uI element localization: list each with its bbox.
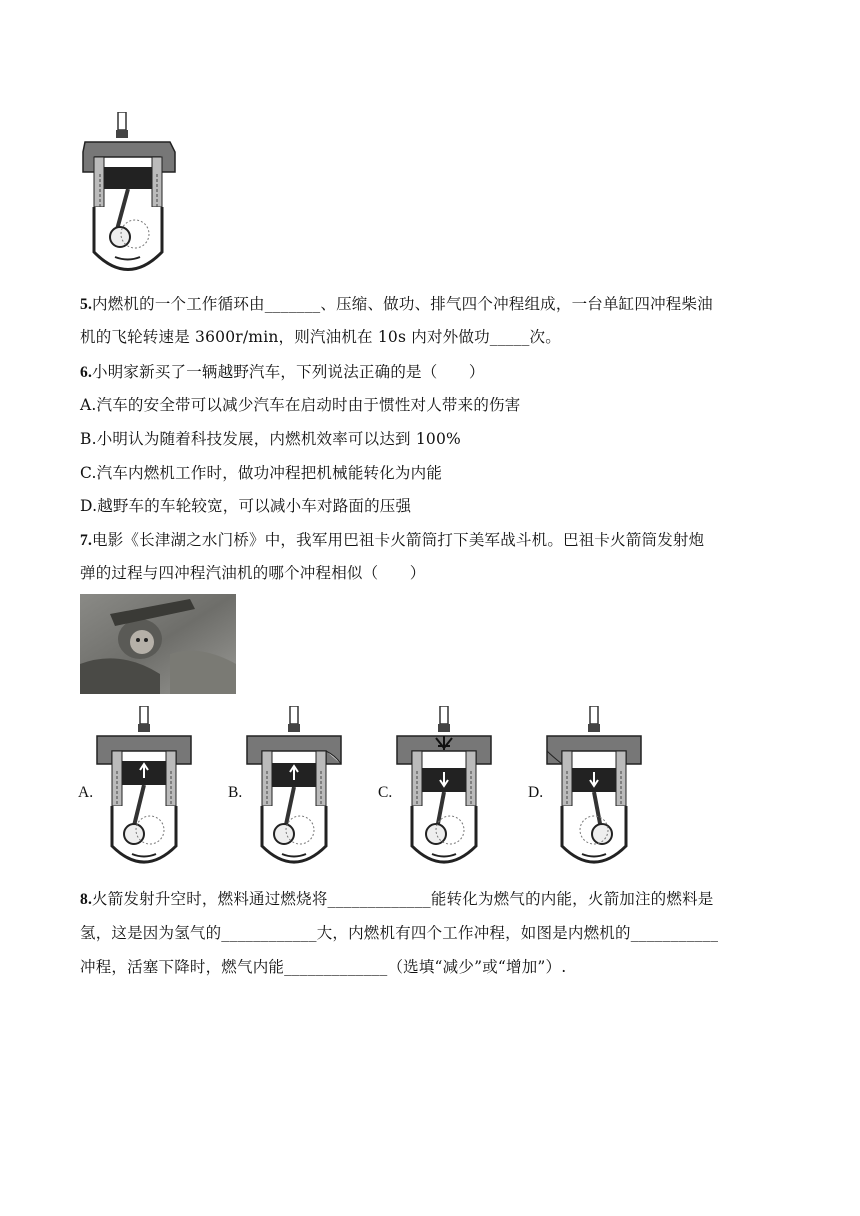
q5-number: 5.: [80, 296, 93, 313]
q8-line3: 冲程，活塞下降时，燃气内能_____________（选填“减少”或“增加”）.: [80, 958, 567, 976]
q7-option-b-label: B.: [228, 784, 243, 801]
engine-diagram-top: [80, 112, 180, 272]
four-stroke-engine-icon: [544, 706, 644, 871]
q5-text-1: 内燃机的一个工作循环由_______、压缩、做功、排气四个冲程组成，一台单缸四冲程柴油: [92, 295, 713, 313]
q8-number: 8.: [80, 891, 93, 908]
q7-number: 7.: [80, 532, 93, 549]
q7-line2: 弹的过程与四冲程汽油机的哪个冲程相似（ ）: [80, 564, 426, 582]
four-stroke-engine-icon: [94, 706, 194, 871]
q7-option-a-diagram: [94, 706, 194, 866]
q7-option-a-label: A.: [78, 784, 94, 801]
q6-option-c: C.汽车内燃机工作时，做功冲程把机械能转化为内能: [80, 464, 443, 482]
q6-option-d: D.越野车的车轮较宽，可以减小车对路面的压强: [80, 497, 412, 515]
q8-line2: 氢，这是因为氢气的____________大，内燃机有四个工作冲程，如图是内燃机的___________: [80, 924, 719, 942]
q6-stem: [80, 361, 485, 384]
q7-option-d-diagram: [544, 706, 644, 866]
q6-number: 6.: [80, 364, 93, 381]
q5-line2: 机的飞轮转速是 3600r/min，则汽油机在 10s 内对外做功_____次。: [80, 328, 561, 346]
q7-option-d-label: D.: [528, 784, 544, 801]
q8-line1: [80, 888, 713, 911]
q7-text-1: 电影《长津湖之水门桥》中，我军用巴祖卡火箭筒打下美军战斗机。巴祖卡火箭筒发射炮: [92, 531, 705, 549]
q7-option-c-diagram: [394, 706, 494, 866]
q6-stem-text: 小明家新买了一辆越野汽车，下列说法正确的是（ ）: [92, 363, 485, 381]
q7-option-b-diagram: [244, 706, 344, 866]
q6-option-a: A.汽车的安全带可以减少汽车在启动时由于惯性对人带来的伤害: [80, 396, 521, 414]
q5-line1: [80, 293, 713, 316]
q8-text-1: 火箭发射升空时，燃料通过燃烧将_____________能转化为燃气的内能，火箭加注的燃料是: [92, 890, 714, 908]
soldier-photo: [80, 594, 236, 694]
four-stroke-engine-icon: [80, 112, 180, 277]
four-stroke-engine-icon: [244, 706, 344, 871]
q7-option-c-label: C.: [378, 784, 393, 801]
q7-line1: [80, 529, 704, 552]
q6-option-b: B.小明认为随着科技发展，内燃机效率可以达到 100%: [80, 430, 461, 448]
four-stroke-engine-icon: [394, 706, 494, 871]
